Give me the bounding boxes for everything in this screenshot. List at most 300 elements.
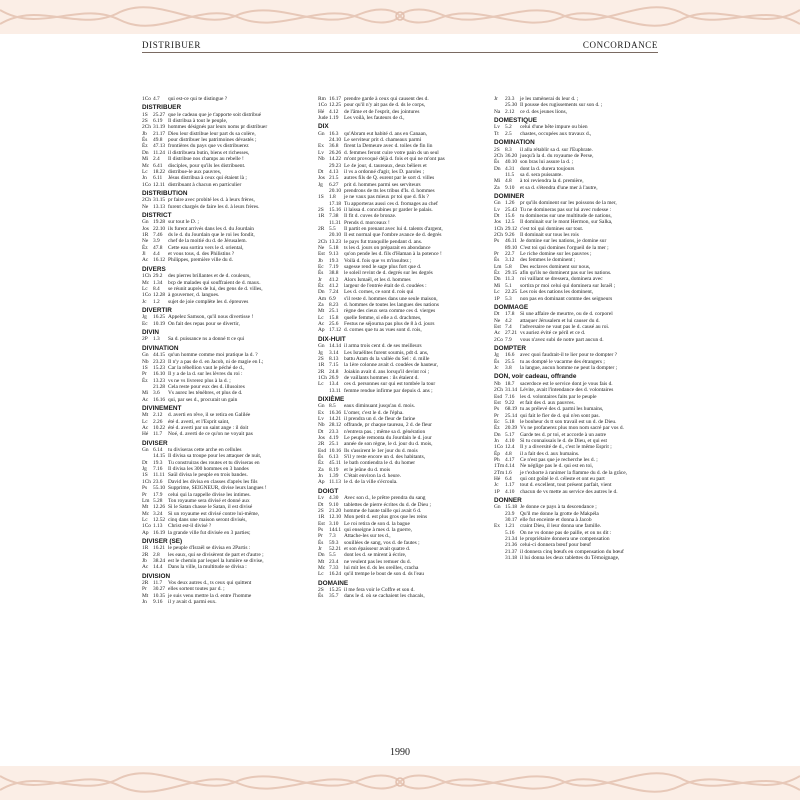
verse-text: roi vaillant se dressera, dominera avec	[520, 276, 603, 283]
verse-ref: 15.8	[329, 314, 339, 321]
book-abbrev: Éz	[318, 460, 324, 467]
verse-ref: 5.18	[329, 244, 339, 251]
book-abbrev: Jos	[494, 219, 501, 226]
verse-text: pr faire avec probité les d. à leurs frères,	[168, 197, 255, 204]
book-abbrev: Esd	[494, 393, 503, 400]
verse-ref: 6.9	[329, 295, 336, 302]
verse-text: Les d. cornes, ce sont d. rois qui	[344, 289, 414, 296]
verse-ref: 7.46	[153, 232, 163, 239]
book-abbrev: Lc	[318, 314, 324, 321]
book-abbrev: Dn	[494, 431, 501, 438]
page-number: 1990	[390, 747, 410, 758]
verse-text: le d. de la ville s'écroula.	[344, 479, 398, 486]
verse-text: sujet de joie complète les d. épreuves	[168, 298, 249, 305]
book-abbrev: 2S	[318, 206, 324, 213]
verse-text: vs auriez évité ce péril et ce d.	[520, 330, 586, 337]
verse-ref: 23.4	[329, 558, 339, 565]
verse-ref: 30.17	[505, 517, 518, 524]
verse-text: qui fait le fier de d. qui n'en sont pas.	[520, 412, 600, 419]
verse-ref: 4.13	[329, 168, 339, 175]
verse-ref: 55.10	[153, 485, 166, 492]
verse-ref: 16.10	[153, 371, 166, 378]
verse-ref: 11.5	[505, 171, 515, 178]
verse-text: les eaux, qui se divisèrent de part et d'autre ;	[168, 551, 264, 558]
verse-text: est le chemin par lequel la lumière se divise,	[168, 558, 264, 564]
book-abbrev: Ex	[318, 143, 324, 150]
verse-ref: 12.5	[505, 219, 515, 226]
verse-ref: 5.2	[505, 124, 512, 131]
book-abbrev: Pr	[318, 533, 323, 540]
book-abbrev: 1P	[494, 295, 500, 302]
verse-ref: 7.4	[505, 323, 512, 330]
column-1	[142, 96, 306, 752]
book-abbrev: Éz	[494, 270, 500, 277]
verse-ref: 8.5	[329, 403, 336, 410]
verse-ref: 28.12	[329, 422, 342, 429]
verse-ref: 29.12	[505, 225, 518, 232]
verse-text: et sa d. s'étendra d'une mer à l'autre,	[520, 184, 598, 191]
verse-ref: 4.17	[505, 456, 515, 463]
book-abbrev: Tt	[494, 130, 499, 137]
verse-ref: 26.26	[329, 149, 342, 156]
book-abbrev: Dt	[494, 311, 500, 318]
verse-text: cinq dans une maison seront divisés,	[168, 516, 247, 523]
verse-ref: 6.11	[153, 175, 163, 182]
verse-ref: 11.13	[329, 479, 341, 486]
verse-ref: 22.25	[505, 289, 518, 296]
verse-text: tu as prélevé des d. parmi les humains,	[520, 406, 604, 413]
book-abbrev: Ps	[318, 526, 324, 533]
book-abbrev: 1Co	[142, 181, 151, 188]
verse-ref: 16.16	[153, 396, 166, 403]
book-abbrev: Am	[318, 295, 327, 302]
verse-ref: 12.25	[329, 102, 342, 109]
book-abbrev: Lv	[494, 206, 500, 213]
book-abbrev: Mi	[142, 156, 149, 163]
entry-heading: DISTRIBUER	[142, 104, 182, 112]
verse-text: l'adversaire ne vaut pas le d. causé au roi.	[520, 323, 610, 330]
decorative-top-band	[0, 0, 800, 34]
entry-heading: DIVISER (SE)	[142, 537, 183, 545]
verse-ref: 5.1	[505, 282, 512, 289]
verse-text: elle fut enceinte et donna à Jacob	[520, 517, 592, 524]
book-abbrev: Ec	[142, 320, 148, 327]
book-abbrev: 1R	[142, 545, 149, 552]
verse-ref: 1.34	[153, 279, 163, 286]
book-abbrev: 1R	[318, 362, 325, 369]
verse-text: Cette eau sortira vers le d. oriental,	[168, 244, 244, 251]
verse-ref: 1.17	[505, 482, 515, 489]
book-abbrev: Gn	[494, 504, 501, 511]
book-abbrev: Lc	[318, 381, 324, 388]
verse-ref: 2.26	[153, 418, 163, 425]
verse-ref: 3.24	[153, 510, 163, 517]
verse-ref: 14.21	[329, 416, 342, 423]
verse-ref: 29.2	[153, 273, 163, 280]
verse-text: Il distribua à tout le peuple,	[168, 118, 228, 125]
concordance-line	[318, 115, 482, 121]
book-abbrev: Ap	[318, 479, 325, 486]
concordance-line	[494, 185, 658, 191]
verse-ref: 29.23	[329, 162, 342, 169]
verse-text: c'est toi qui domines sur tout.	[520, 225, 584, 232]
book-abbrev: Ap	[142, 529, 149, 536]
verse-text: distribuant à chacun en particulier	[168, 181, 242, 188]
book-abbrev: 1S	[142, 364, 148, 371]
book-abbrev: 2Ch	[142, 124, 151, 131]
verse-text: Cela reste pour eux des d. illusoires	[168, 383, 245, 390]
verse-text: vs ne vs livrerez plus à la d. ;	[168, 377, 231, 384]
verse-text: elles sortent toutes par d. ;	[168, 586, 225, 593]
book-abbrev: 1Co	[142, 96, 151, 102]
verse-text: la 1ère colonne avait d. coudées de hauteur,	[344, 362, 438, 369]
verse-ref: 25.14	[505, 412, 518, 419]
verse-ref: 16.3	[329, 130, 339, 137]
verse-text: à toi reviendra la d. première,	[520, 178, 584, 185]
verse-ref: 9.10	[329, 501, 339, 508]
verse-text: Ton royaume sera divisé et donné aux	[168, 497, 250, 504]
book-abbrev: És	[318, 270, 324, 277]
verse-ref: 7.3	[329, 533, 336, 540]
book-abbrev: 2P	[142, 336, 148, 343]
verse-text: Si un royaume est divisé contre lui-même,	[168, 510, 260, 517]
verse-ref: 7.15	[329, 362, 339, 369]
verse-ref: 6.19	[153, 118, 163, 125]
verse-text: offrande, pr chaque taureau, 2 d. de fleur	[344, 422, 432, 429]
verse-text: le bath contiendra le d. du homer	[344, 460, 416, 467]
entry-heading: DOMMAGE	[494, 303, 529, 311]
verse-ref: 6.4	[505, 475, 512, 482]
verse-ref: 4.8	[505, 450, 512, 457]
verse-text: Christ est-il divisé ?	[168, 523, 212, 530]
verse-ref: 3.9	[153, 238, 160, 245]
book-abbrev: 1Ch	[318, 374, 327, 381]
book-abbrev: 1Tm	[494, 463, 505, 470]
verse-text: Si tu connaissais le d. de Dieu, et qui est	[520, 437, 607, 444]
book-abbrev: 1Ch	[494, 225, 503, 232]
verse-ref: 13.23	[329, 238, 342, 245]
verse-ref: 7.16	[153, 466, 163, 473]
book-abbrev: Jr	[494, 96, 498, 102]
verse-text: de vaillants hommes : ils étaient d.	[344, 374, 419, 381]
book-abbrev: Gn	[318, 403, 325, 410]
verse-ref: 13.4	[329, 381, 339, 388]
concordance-line	[142, 564, 306, 570]
verse-text: que le cadeau que je t'apporte soit distribué	[168, 111, 262, 118]
verse-text: il distribuera butin, biens et richesses,	[168, 149, 250, 156]
book-abbrev: Mc	[142, 279, 150, 286]
verse-text: il me fera voir le Coffre et son d.	[344, 587, 415, 594]
book-abbrev: Dt	[494, 213, 500, 220]
book-abbrev: 2Ch	[142, 197, 151, 204]
book-abbrev: Gn	[318, 130, 325, 137]
book-abbrev: 1S	[318, 194, 324, 201]
verse-ref: 25.1	[329, 441, 339, 448]
verse-text: Sa d. puissance ns a donné tt ce qui	[168, 336, 245, 343]
book-abbrev: 1R	[318, 514, 325, 521]
verse-ref: 14.4	[153, 564, 163, 571]
verse-text: On ne vs donne pas de paille, et on ns dit :	[520, 529, 612, 536]
book-abbrev: Ec	[318, 264, 324, 270]
book-abbrev: Dn	[494, 276, 501, 283]
book-abbrev: Jb	[318, 257, 323, 264]
book-abbrev: Ne	[142, 203, 149, 210]
verse-ref: 12.4	[505, 444, 515, 451]
verse-ref: 3.10	[329, 520, 339, 527]
verse-text: Appelez Samson, qu'il nous divertisse !	[168, 314, 254, 321]
book-abbrev: Mt	[318, 308, 325, 315]
verse-text: Les Israélites furent soumis, pdt d. ans,	[344, 349, 429, 356]
book-abbrev: Mi	[142, 390, 149, 397]
verse-ref: 19.3	[329, 257, 339, 264]
book-abbrev: Nb	[318, 156, 325, 163]
verse-ref: 23.9	[505, 510, 515, 517]
verse-ref: 2.4	[153, 156, 160, 163]
verse-ref: 8.23	[329, 302, 339, 309]
verse-text: qui, par ses d., procurait un gain	[168, 396, 238, 403]
book-abbrev: Gn	[318, 343, 325, 350]
verse-ref: 20.39	[505, 425, 518, 432]
verse-text: Il divisa les 300 hommes en 3 bandes	[168, 466, 249, 473]
book-abbrev: Lc	[142, 168, 148, 175]
entry-heading: DIXIÈME	[318, 395, 345, 403]
verse-ref: 9.10	[505, 184, 515, 191]
verse-text: celui d'une bête impure ou bien	[520, 124, 588, 131]
verse-text: année de son règne, le d. jour du d. mois,	[344, 441, 433, 448]
book-abbrev	[318, 388, 329, 394]
verse-ref: 15.25	[329, 587, 342, 594]
book-abbrev: Ap	[318, 327, 325, 334]
book-abbrev: 1Co	[494, 444, 503, 451]
verse-ref: 19.28	[153, 219, 166, 226]
book-abbrev: Jl	[142, 251, 146, 258]
book-abbrev: És	[318, 539, 324, 546]
verse-text: Tu construiras des routes et tu diviseras en	[168, 459, 260, 466]
book-abbrev: Pr	[142, 491, 147, 498]
verse-ref: 16.24	[329, 571, 342, 578]
entry-heading: DOMESTIQUE	[494, 117, 537, 125]
verse-text: Philippes, première ville du d.	[168, 257, 233, 264]
book-abbrev: Lc	[494, 289, 500, 296]
book-abbrev: 1S	[142, 472, 148, 479]
verse-ref: 25.27	[153, 111, 166, 118]
verse-ref: 13.23	[153, 377, 166, 384]
entry-heading: DONNER	[494, 497, 522, 504]
book-abbrev: Ac	[142, 425, 149, 431]
verse-text: Dieu leur distribue leur part ds sa colère,	[168, 130, 256, 137]
book-abbrev: Gn	[494, 200, 501, 207]
verse-ref: 15.23	[153, 364, 166, 371]
verse-ref: 7.16	[505, 393, 515, 400]
verse-text: et le jeûne du d. mois	[344, 466, 391, 473]
verse-ref: 12.26	[153, 504, 166, 511]
entry-heading: DIVERTIR	[142, 306, 172, 314]
book-abbrev: És	[494, 159, 500, 166]
verse-text: Festus ne séjourna pas plus de 8 à d. jours	[344, 321, 435, 328]
verse-ref: 5.8	[505, 263, 512, 270]
book-abbrev: Est	[494, 399, 501, 406]
verse-text: tu as dompté le vacarme des étrangers ;	[520, 358, 605, 365]
entry-heading: DIVISER	[142, 439, 168, 447]
verse-text: le soleil revint de d. degrés sur les degrés	[344, 270, 433, 277]
verse-text: le bonheur ds tt son travail est un d. de Dieu.	[520, 418, 617, 425]
verse-ref: 6.41	[153, 162, 163, 169]
verse-ref: 40.10	[505, 159, 518, 166]
verse-text: S'il y reste encore un d. des habitants,	[344, 454, 426, 461]
verse-text: Le roi retira de son d. la bague	[344, 520, 410, 527]
book-abbrev: 1Co	[142, 523, 151, 530]
verse-ref: 13.13	[153, 203, 166, 210]
concordance-line	[142, 397, 306, 403]
book-abbrev: Lc	[142, 418, 148, 425]
verse-text: attaquer Jérusalem et lui causer du d.	[520, 317, 600, 324]
verse-ref: 36.20	[505, 152, 518, 159]
verse-text: Le serviteur prit d. chameaux parmi	[344, 137, 422, 144]
concordance-line	[318, 593, 482, 599]
verse-ref: 4.10	[505, 488, 515, 495]
book-abbrev: 1R	[142, 232, 149, 239]
verse-ref: 17.18	[329, 200, 342, 207]
book-abbrev: Pr	[142, 371, 147, 378]
entry-heading: DISTRIBUTION	[142, 189, 188, 197]
verse-ref: 17.8	[505, 311, 515, 318]
verse-text: d. averti en rêve, il se retira en Galilée	[168, 412, 251, 419]
concordance-line	[142, 530, 306, 536]
book-abbrev: 2S	[142, 118, 148, 125]
verse-text: souillées de sang, vos d. de fautes ;	[344, 539, 420, 546]
verse-ref: 29.15	[505, 270, 518, 277]
verse-ref: 10.22	[153, 425, 166, 431]
verse-ref: 45.11	[329, 460, 341, 467]
verse-text: m'ont provoqué déjà d. fois et qui ne m'ont pas	[344, 156, 445, 163]
verse-ref: 3.6	[153, 390, 160, 397]
book-abbrev: 2R	[318, 368, 325, 375]
book-abbrev: Ac	[142, 396, 149, 403]
book-abbrev: Rm	[318, 96, 326, 102]
verse-text: Il y a diversité de d., c'est le même Esprit ;	[520, 444, 612, 451]
book-abbrev: Jn	[318, 473, 323, 480]
verse-ref: 1.13	[153, 523, 163, 530]
book-abbrev: 1Ch	[142, 273, 151, 280]
verse-text: prendre garde à ceux qui causent des d.	[344, 96, 429, 102]
book-abbrev: Ac	[318, 321, 325, 328]
book-abbrev: Mi	[494, 178, 501, 185]
verse-ref: 13.11	[329, 387, 341, 394]
book-abbrev: Ex	[494, 523, 500, 530]
verse-ref: 11.7	[153, 431, 163, 438]
verse-ref: 21.36	[505, 542, 518, 549]
verse-ref: 1.21	[505, 523, 515, 530]
verse-ref: 4.8	[505, 178, 512, 185]
book-abbrev: 1Co	[142, 292, 151, 299]
book-abbrev: Hé	[142, 431, 149, 438]
verse-text: Il dominait sur tous les rois	[520, 232, 579, 239]
verse-ref: 46.11	[505, 238, 517, 245]
verse-text: Tu apporteras aussi ces d. fromages au chef	[344, 200, 438, 207]
verse-ref: 6.13	[329, 454, 339, 461]
verse-text: il donnera cinq bœufs en compensation du bœuf	[520, 548, 624, 555]
verse-text: chastes, occupées aux travaux d.,	[520, 130, 592, 137]
verse-text: Lévite, avait l'intendance des d. volontaires	[520, 387, 614, 394]
ornament-swirls-top	[0, 0, 800, 34]
verse-text: Mon petit d. est plus gros que les reins	[344, 514, 428, 521]
verse-ref: 2.8	[153, 551, 160, 558]
book-abbrev: Dn	[494, 165, 501, 172]
verse-text: Alors Ismaël, et les d. hommes	[344, 276, 411, 283]
book-abbrev: Jn	[142, 175, 147, 182]
verse-text: ce d. des jeunes lions,	[520, 108, 568, 115]
verse-ref: 4.4	[153, 251, 160, 258]
column-3	[494, 96, 658, 752]
verse-text: Ce n'est pas que je recherche les d. ;	[520, 456, 598, 463]
verse-text: craint Dieu, il leur donna une famille.	[520, 523, 602, 530]
verse-text: On fait des repas pour se divertir,	[168, 320, 240, 327]
verse-ref: 8.4	[153, 285, 160, 292]
verse-ref: 4.2	[505, 317, 512, 324]
verse-ref: 17.12	[329, 327, 342, 334]
verse-ref: 18.7	[505, 380, 515, 387]
verse-ref: 47.8	[153, 244, 163, 251]
verse-text: David les divisa en classes d'après les fils	[168, 478, 258, 485]
verse-text: le pays fut tranquille pendant d. ans.	[344, 238, 423, 245]
verse-text: dont la d. durera toujours	[520, 165, 575, 172]
book-abbrev: Za	[318, 466, 324, 473]
verse-ref: 5.16	[505, 529, 515, 536]
verse-text: Les rois des nations les dominent,	[520, 289, 594, 296]
book-abbrev: Jn	[142, 599, 147, 606]
verse-ref: 1.26	[505, 200, 515, 207]
verse-text: autres fils de Q. eurent par le sort d. villes	[344, 175, 435, 182]
verse-ref: 1.2	[153, 298, 160, 305]
verse-text: d. cornes que tu as vues sont d. rois,	[344, 327, 422, 334]
verse-text: Les voilà, les fauteurs de d.,	[344, 115, 405, 122]
book-abbrev: Lc	[142, 516, 148, 523]
verse-ref: 15.6	[505, 213, 515, 220]
verse-ref: 4.30	[329, 495, 339, 502]
verse-ref: 16.17	[329, 96, 342, 102]
concordance-columns	[142, 96, 658, 752]
verse-ref: 12.11	[153, 181, 165, 188]
book-abbrev: 2Ch	[318, 238, 327, 245]
verse-text: Voilà d. fois que vs m'insultez ;	[344, 257, 412, 264]
verse-ref: 24.10	[329, 137, 342, 144]
book-abbrev: 2S	[318, 507, 324, 514]
book-abbrev: Jg	[318, 181, 323, 188]
verse-ref: 18.22	[153, 168, 166, 175]
book-abbrev: Dt	[318, 168, 324, 175]
verse-text: je suis venu mettre la d. entre l'homme	[168, 592, 252, 599]
verse-text: Il distribue nos champs au rebelle !	[168, 156, 244, 163]
verse-text: Le riche domine sur les pauvres ;	[520, 251, 592, 258]
verse-ref: 10.35	[153, 592, 166, 599]
book-abbrev: Éz	[142, 377, 148, 384]
verse-ref: 20.10	[329, 187, 342, 194]
verse-text: et fait des d. aux pauvres.	[520, 399, 575, 406]
verse-ref: 23.3	[329, 428, 339, 435]
book-abbrev: Na	[494, 108, 501, 115]
verse-text: C'était environ la d. heure.	[344, 473, 401, 480]
verse-ref: 89.10	[505, 244, 518, 251]
concordance-line	[142, 431, 306, 437]
book-abbrev: Jr	[318, 276, 322, 283]
book-abbrev: Lv	[494, 124, 500, 131]
verse-text: de l'âme et de l'esprit, des jointures	[344, 108, 420, 115]
verse-ref: 4.10	[505, 437, 515, 444]
verse-ref: 38.24	[153, 558, 166, 564]
verse-ref: 59.3	[329, 539, 339, 546]
verse-ref: 27.21	[505, 330, 518, 337]
concordance-line	[494, 337, 658, 343]
